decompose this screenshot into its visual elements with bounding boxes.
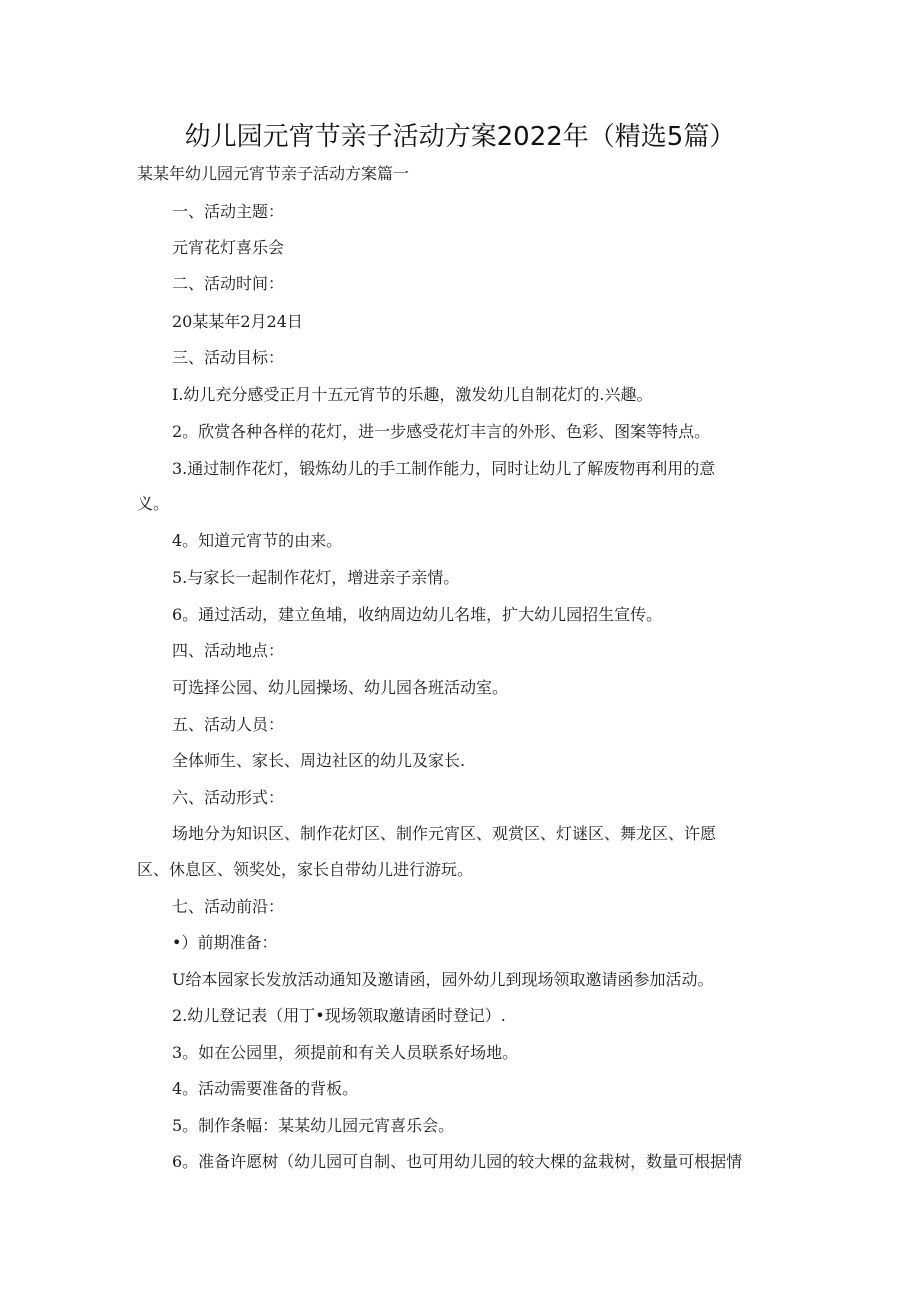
paragraph-line: 5。制作条幅：某某幼儿园元宵喜乐会。 xyxy=(172,1116,455,1135)
paragraph-line: 区、休息区、领奖处，家长自带幼儿进行游玩。 xyxy=(137,860,474,879)
paragraph-line: 全体师生、家长、周边社区的幼儿及家长. xyxy=(172,751,466,770)
paragraph-line: 一、活动主题： xyxy=(172,202,285,221)
paragraph-line: 2。欣赏各种各样的花灯，进一步感受花灯丰言的外形、色彩、图案等特点。 xyxy=(172,422,711,441)
paragraph-line: 义。 xyxy=(137,494,170,513)
paragraph-line: 3。如在公园里，须提前和有关人员联系好场地。 xyxy=(172,1043,519,1062)
paragraph-line: U给本园家长发放活动通知及邀请函，园外幼儿到现场领取邀请函参加活动。 xyxy=(172,970,714,989)
paragraph-line: 元宵花灯喜乐会 xyxy=(172,238,285,257)
paragraph-line: 二、活动时间： xyxy=(172,274,285,293)
paragraph-line: I.幼儿充分感受正月十五元宵节的乐趣，激发幼儿自制花灯的.兴趣。 xyxy=(172,385,653,404)
paragraph-line: 20某某年2月24日 xyxy=(172,312,303,331)
paragraph-line: 四、活动地点： xyxy=(172,641,285,660)
paragraph-line: 六、活动形式： xyxy=(172,788,285,807)
paragraph-line: 三、活动目标： xyxy=(172,348,285,367)
paragraph-line: 6。准备许愿树（幼儿园可自制、也可用幼儿园的较大棵的盆栽树，数量可根据情 xyxy=(172,1152,743,1171)
paragraph-line: 七、活动前沿： xyxy=(172,897,285,916)
section-heading: 某某年幼儿园元宵节亲子活动方案篇一 xyxy=(137,164,410,183)
paragraph-line: 3.通过制作花灯，锻炼幼儿的手工制作能力，同时让幼儿了解废物再利用的意 xyxy=(172,459,716,478)
paragraph-line: 场地分为知识区、制作花灯区、制作元宵区、观赏区、灯谜区、舞龙区、许愿 xyxy=(172,824,717,843)
paragraph-line: 2.幼儿登记表（用丁•现场领取邀请函时登记）. xyxy=(172,1006,506,1025)
paragraph-line: 4。知道元宵节的由来。 xyxy=(172,531,343,550)
paragraph-line: 五、活动人员： xyxy=(172,715,285,734)
paragraph-line: 4。活动需要准备的背板。 xyxy=(172,1079,359,1098)
paragraph-line: •）前期准备： xyxy=(172,933,278,952)
paragraph-line: 6。通过活动，建立鱼埔，收纳周边幼儿名堆，扩大幼儿园招生宣传。 xyxy=(172,605,663,624)
document-title: 幼儿园元宵节亲子活动方案2022年（精选5篇） xyxy=(184,122,736,152)
paragraph-line: 可选择公园、幼儿园操场、幼儿园各班活动室。 xyxy=(172,678,509,697)
paragraph-line: 5.与家长一起制作花灯，增进亲子亲情。 xyxy=(172,568,460,587)
